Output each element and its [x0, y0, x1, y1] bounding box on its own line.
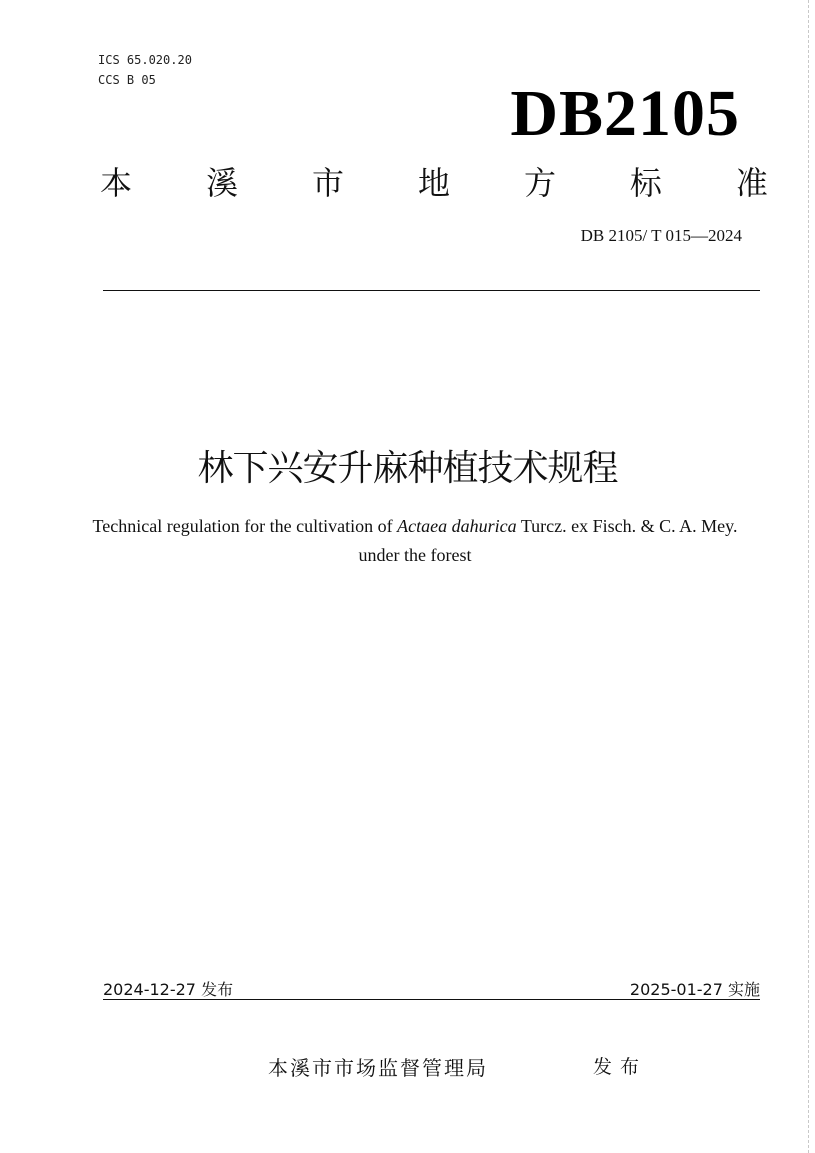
effective-date: 2025-01-27 实施 — [629, 980, 760, 999]
standard-type-char: 标 — [629, 164, 662, 202]
ccs-code: CCS B 05 — [98, 73, 156, 87]
standard-type-char: 地 — [417, 164, 450, 202]
issuing-authority: 本溪市市场监督管理局 — [268, 1056, 488, 1080]
title-chinese: 林下兴安升麻种植技术规程 — [197, 448, 618, 489]
standard-type-char: 准 — [735, 164, 768, 202]
issue-label: 发布 — [593, 1056, 648, 1078]
ics-code: ICS 65.020.20 — [98, 53, 192, 67]
classification-codes — [98, 50, 192, 90]
publish-date: 2024-12-27 发布 — [103, 980, 234, 999]
standard-number: DB 2105/ T 015—2024 — [580, 226, 742, 245]
scan-edge-line — [808, 0, 809, 1153]
standard-type-char: 方 — [523, 164, 556, 202]
standard-type-char: 本 — [100, 164, 133, 202]
footer-divider — [103, 999, 760, 1000]
date-row — [103, 977, 760, 1000]
standard-code-large: DB2105 — [510, 77, 740, 150]
title-english-prefix: Technical regulation for the cultivation of — [92, 516, 398, 536]
title-english — [85, 512, 745, 570]
standard-type-char: 溪 — [205, 164, 238, 202]
standard-type-char: 市 — [311, 164, 344, 202]
title-english-suffix: Turcz. ex Fisch. & C. A. Mey. under the forest — [358, 516, 738, 565]
standard-type-heading — [100, 158, 768, 204]
title-english-species: Actaea dahurica — [397, 516, 517, 536]
header-divider — [103, 290, 760, 291]
